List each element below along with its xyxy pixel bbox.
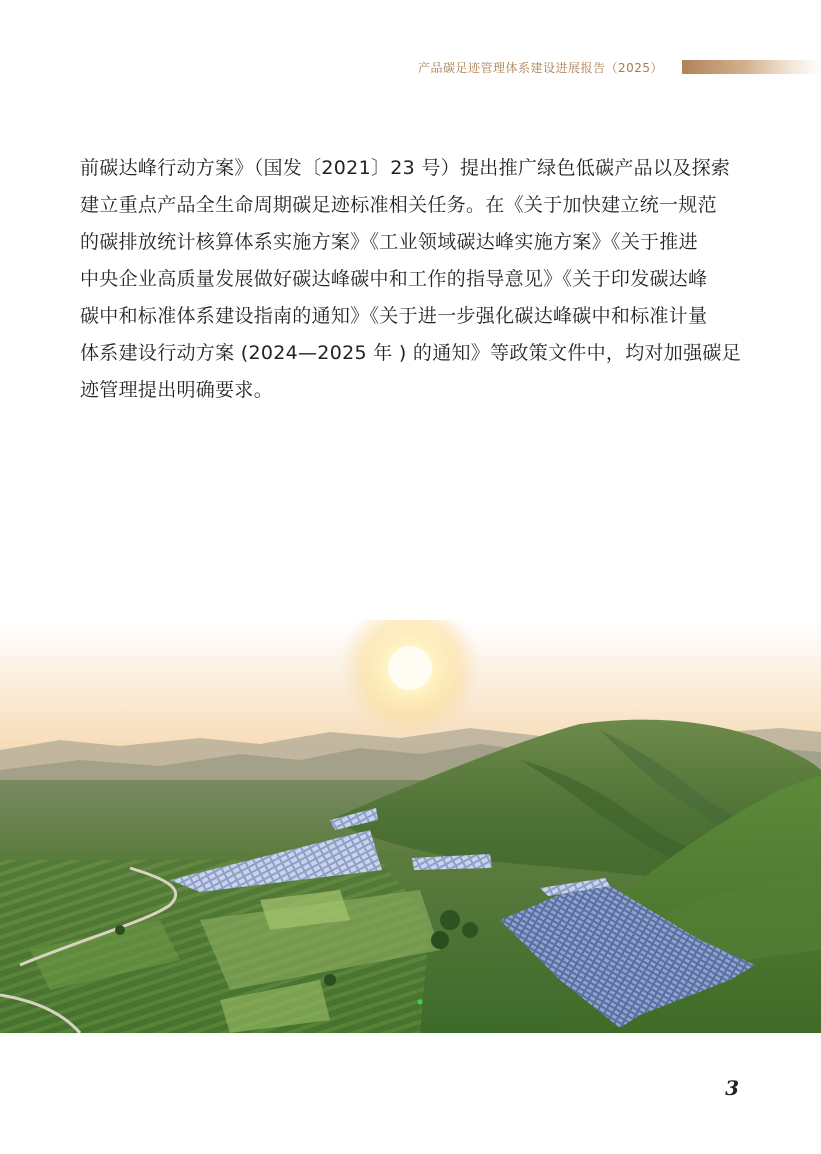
- paragraph-line: 碳中和标准体系建设指南的通知》《关于进一步强化碳达峰碳中和标准计量: [80, 305, 708, 327]
- paragraph-line: 前碳达峰行动方案》（国发〔2021〕23 号）提出推广绿色低碳产品以及探索: [80, 157, 731, 179]
- solar-farm-landscape-photo: [0, 620, 821, 1033]
- paragraph-line: 中央企业高质量发展做好碳达峰碳中和工作的指导意见》《关于印发碳达峰: [80, 268, 708, 290]
- running-header: [0, 58, 821, 78]
- header-title: 产品碳足迹管理体系建设进展报告（2025）: [417, 61, 663, 75]
- paragraph-line: 的碳排放统计核算体系实施方案》《工业领域碳达峰实施方案》《关于推进: [80, 231, 698, 253]
- page-number: 3: [725, 1076, 739, 1100]
- header-accent-bar: [682, 60, 821, 74]
- body-paragraph: [80, 150, 748, 409]
- paragraph-line: 迹管理提出明确要求。: [80, 379, 274, 401]
- paragraph-line: 建立重点产品全生命周期碳足迹标准相关任务。在《关于加快建立统一规范: [80, 194, 717, 216]
- paragraph-line: 体系建设行动方案 (2024—2025 年 ) 的通知》等政策文件中，均对加强碳足: [80, 342, 741, 364]
